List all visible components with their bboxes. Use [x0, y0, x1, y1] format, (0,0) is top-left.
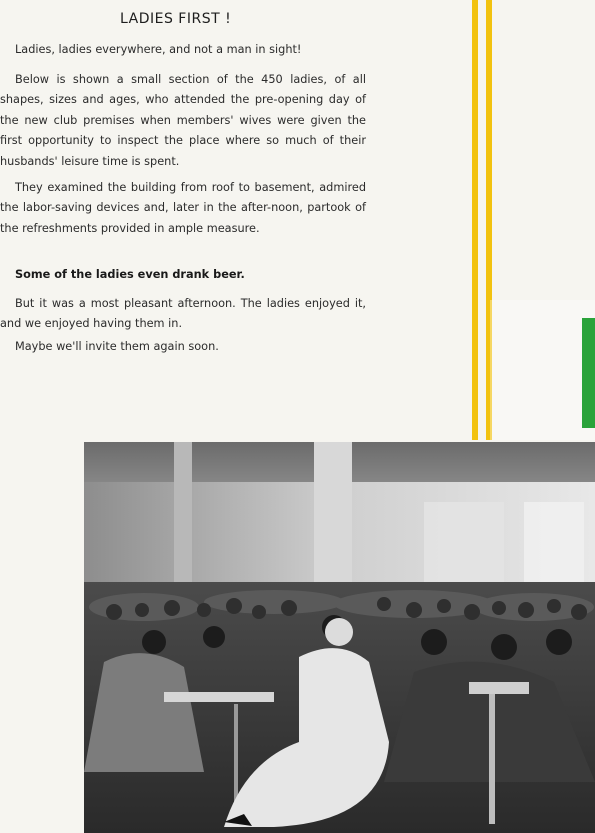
- event-photo-image: [84, 442, 595, 833]
- paragraph-closing: Maybe we'll invite them again soon.: [15, 340, 219, 353]
- paragraph-body-1: Below is shown a small section of the 450 ladies, of all shapes, sizes and ages, who attended the pre-opening day of the new club premises when members' wives were given the first opportunity to inspect the place where so much of their husbands' leisure time is spent.: [0, 73, 366, 168]
- paragraph-emphasis: Some of the ladies even drank beer.: [15, 268, 245, 281]
- paragraph-intro: Ladies, ladies everywhere, and not a man in sight!: [15, 43, 302, 56]
- paragraph-body-2: They examined the building from roof to basement, admired the labor-saving devices and, later in the after-noon, partook of the refreshments provided in ample measure.: [0, 181, 366, 235]
- yellow-stripe-left: [472, 0, 478, 440]
- event-photo: [84, 442, 595, 833]
- paper-overlay: [490, 300, 595, 440]
- green-tab: [582, 318, 595, 428]
- article-title: LADIES FIRST !: [120, 11, 232, 27]
- paragraph-body-3: But it was a most pleasant afternoon. The ladies enjoyed it, and we enjoyed having them in.: [0, 297, 366, 331]
